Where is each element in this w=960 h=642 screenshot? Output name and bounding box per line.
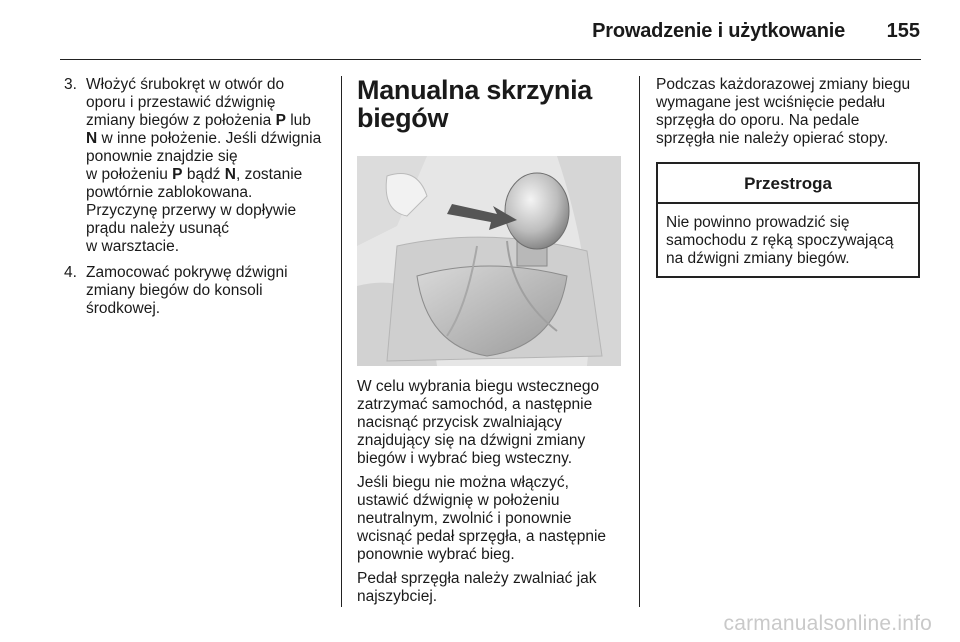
- header-divider: [60, 59, 921, 60]
- column-1: [64, 76, 332, 326]
- steps-list: [64, 76, 332, 318]
- step-number: 3.: [64, 76, 77, 93]
- column-2: [357, 76, 621, 612]
- paragraph-gear-not-engaging: Jeśli biegu nie można włączyć, ustawić dźwignię w położeniu neutralnym, zwolnić i ponownie wcisnąć pedał sprzęgła, a następnie ponownie wybrać bieg.: [357, 474, 607, 563]
- paragraph-clutch-intro: Podczas każdorazowej zmiany biegu wymagane jest wciśnięcie pedału sprzęgła do oporu. Na pedale sprzęgła nie należy opierać stopy.: [656, 76, 911, 147]
- page-header: [0, 0, 960, 62]
- list-item-step-3: 3. Włożyć śrubokręt w otwór do oporu i przestawić dźwignię zmiany biegów z położenia P lub N w inne położenie. Jeśli dźwignia ponownie znajdzie się w położeniu P bądź N, zostanie powtórnie zablokowana. Przyczynę przerwy w dopływie prądu należy usunąć w warsztacie.: [64, 76, 322, 255]
- paragraph-clutch-release: Pedał sprzęgła należy zwalniać jak najszybciej.: [357, 570, 597, 605]
- caution-text: Nie powinno prowadzić się samochodu z ręką spoczywającą na dźwigni zmiany biegów.: [666, 214, 894, 267]
- watermark: carmanualsonline.info: [723, 612, 932, 635]
- gear-lever-illustration: [357, 156, 621, 366]
- section-title: Manualna skrzynia biegów: [357, 75, 592, 133]
- step-number: 4.: [64, 264, 77, 281]
- column-3: [656, 76, 920, 278]
- caution-box: [656, 162, 920, 278]
- list-item-step-4: 4. Zamocować pokrywę dźwigni zmiany biegów do konsoli środkowej.: [64, 264, 288, 317]
- page-number: 155: [886, 20, 920, 42]
- paragraph-reverse-gear: W celu wybrania biegu wstecznego zatrzymać samochód, a następnie nacisnąć przycisk zwalniający znajdujący się na dźwigni zmiany biegów i wybrać bieg wsteczny.: [357, 378, 600, 467]
- column-divider-2: [639, 76, 640, 607]
- gear-lever-icon: [357, 156, 621, 366]
- page-title: Prowadzenie i użytkowanie: [592, 20, 845, 42]
- caution-heading: Przestroga: [658, 164, 918, 204]
- column-divider-1: [341, 76, 342, 607]
